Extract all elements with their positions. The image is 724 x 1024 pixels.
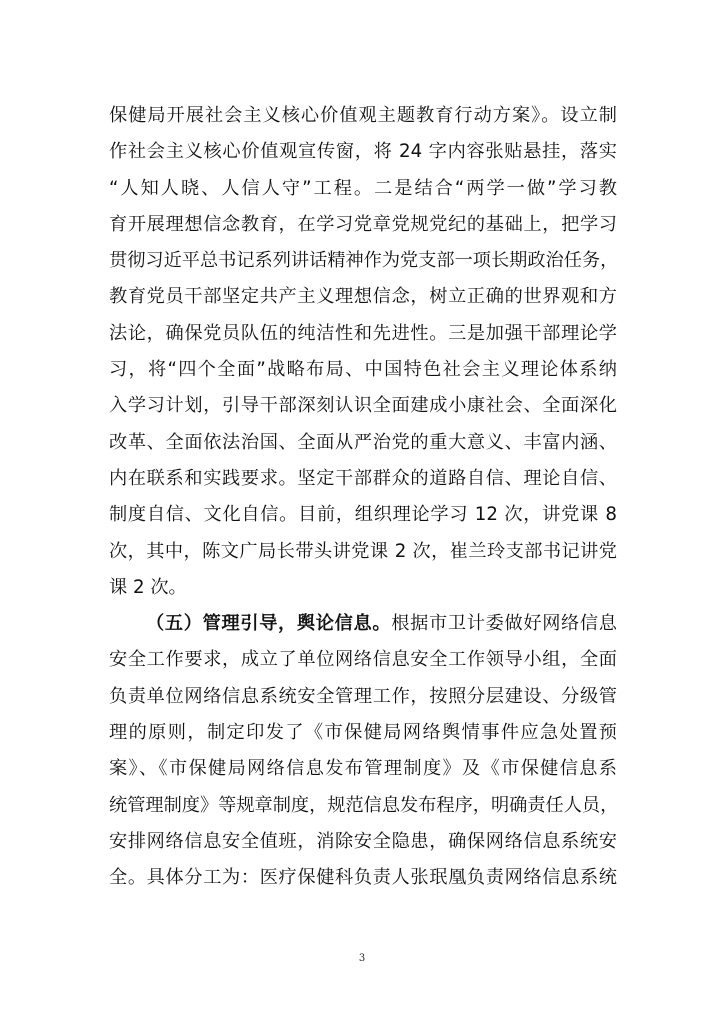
text-line: 安全工作要求，成立了单位网络信息安全工作领导小组，全面 — [109, 649, 617, 671]
text-line: 育开展理想信念教育，在学习党章党规党纪的基础上，把学习 — [109, 213, 617, 235]
text-line: 统管理制度》等规章制度，规范信息发布程序，明确责任人员， — [109, 794, 619, 816]
text-line: 全。具体分工为：医疗保健科负责人张珉凰负责网络信息系统 — [109, 867, 617, 889]
text-line: 改革、全面依法治国、全面从严治党的重大意义、丰富内涵、 — [109, 431, 617, 453]
page-number: 3 — [358, 953, 366, 964]
section-first-line — [109, 606, 617, 642]
section-first-line-text: 根据市卫计委做好网络信息 — [391, 613, 617, 635]
text-line: 保健局开展社会主义核心价值观主题教育行动方案》。设立制 — [109, 105, 617, 126]
body-text — [109, 98, 617, 897]
text-line: 习，将“四个全面”战略布局、中国特色社会主义理论体系纳 — [109, 359, 617, 381]
text-line: 贯彻习近平总书记系列讲话精神作为党支部一项长期政治任务， — [109, 250, 619, 272]
text-line: 教育党员干部坚定共产主义理想信念，树立正确的世界观和方 — [109, 286, 617, 308]
text-line: “人知人晓、人信人守”工程。二是结合“两学一做”学习教 — [109, 177, 617, 199]
text-line: 入学习计划，引导干部深刻认识全面建成小康社会、全面深化 — [109, 395, 617, 417]
text-line: 次，其中，陈文广局长带头讲党课 2 次，崔兰玲支部书记讲党 — [109, 540, 617, 562]
text-line: 理的原则，制定印发了《市保健局网络舆情事件应急处置预 — [109, 722, 617, 744]
text-line: 安排网络信息安全值班，消除安全隐患，确保网络信息系统安 — [109, 830, 617, 852]
text-line: 负责单位网络信息系统安全管理工作，按照分层建设、分级管 — [109, 685, 617, 707]
text-line: 案》、《市保健局网络信息发布管理制度》及《市保健信息系 — [109, 758, 617, 780]
text-line: 课 2 次。 — [109, 576, 187, 598]
text-line: 制度自信、文化自信。目前，组织理论学习 12 次，讲党课 8 — [109, 504, 617, 526]
text-line: 法论，确保党员队伍的纯洁性和先进性。三是加强干部理论学 — [109, 322, 617, 344]
text-line: 内在联系和实践要求。坚定干部群众的道路自信、理论自信、 — [109, 467, 617, 489]
text-line: 作社会主义核心价值观宣传窗，将 24 字内容张贴悬挂，落实 — [109, 141, 617, 163]
section-heading: （五）管理引导，舆论信息。 — [146, 613, 392, 635]
